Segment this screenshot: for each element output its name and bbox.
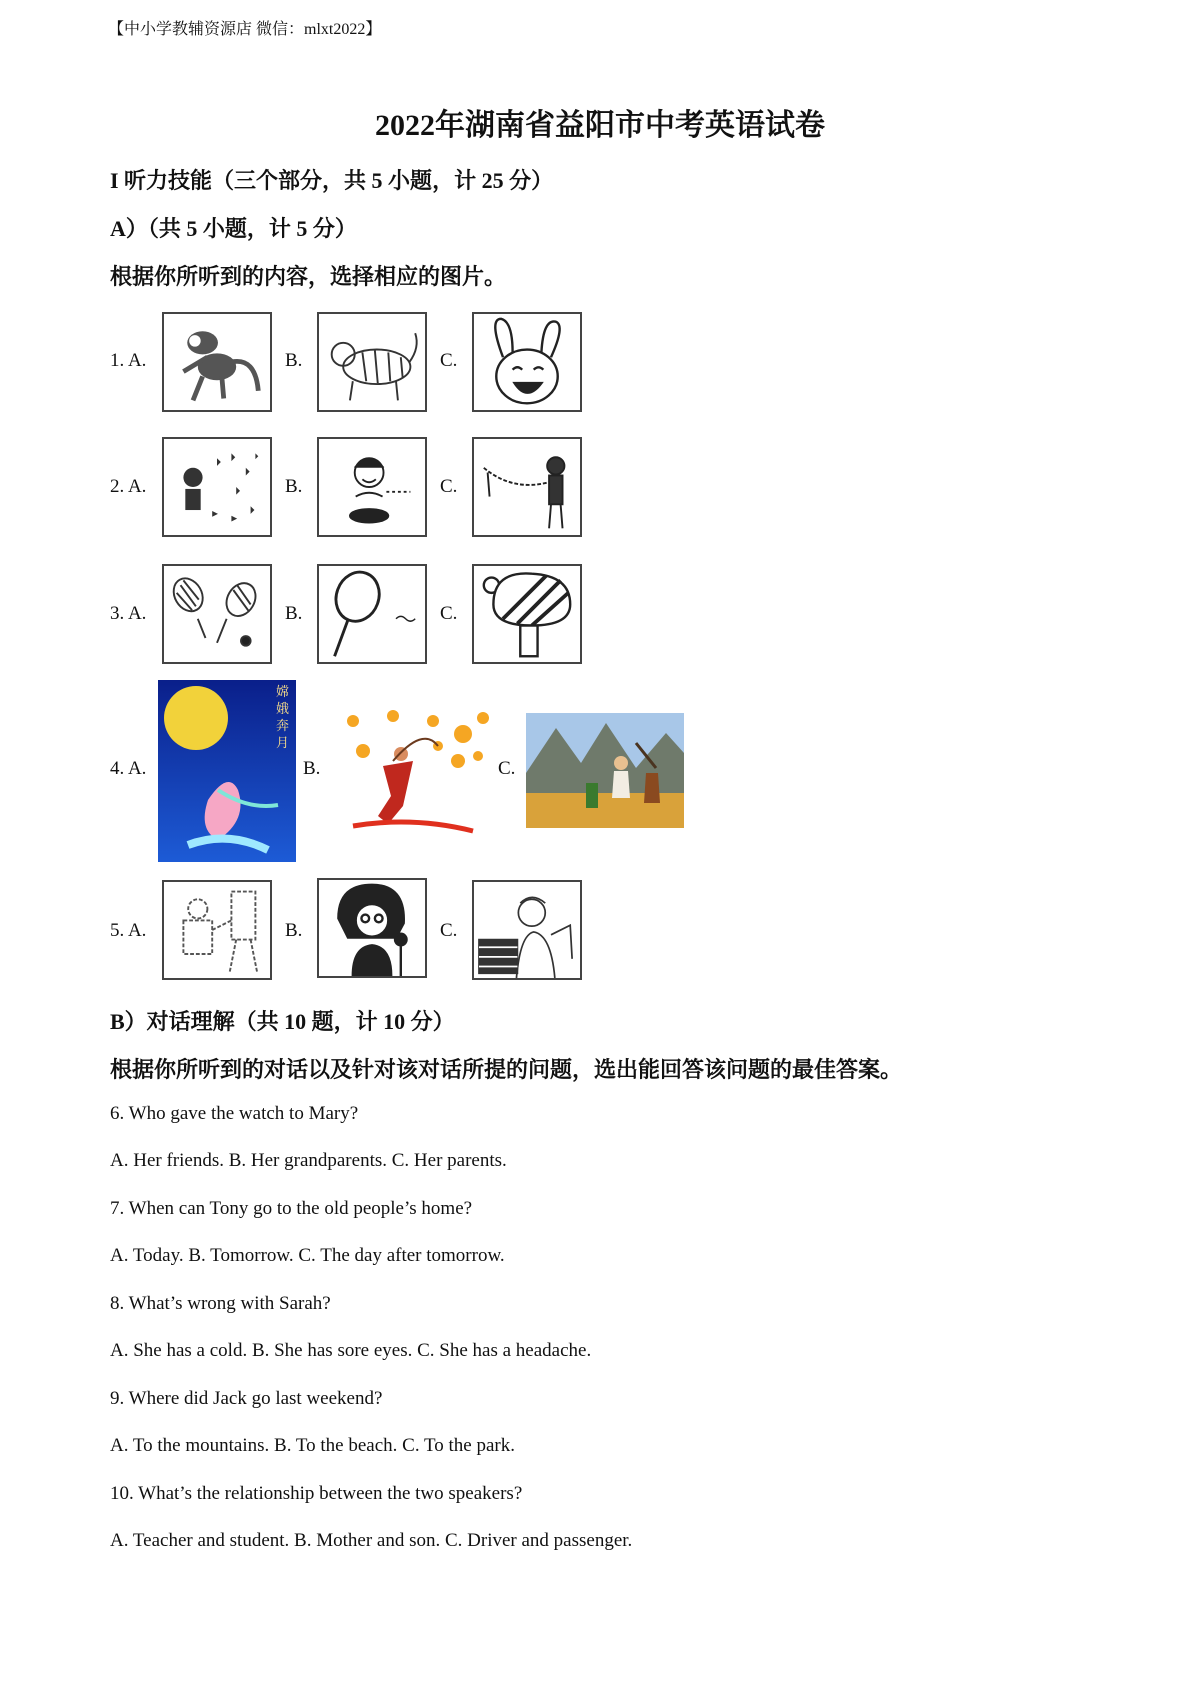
question-9: 9. Where did Jack go last weekend? xyxy=(110,1388,383,1409)
option-c-label: C. xyxy=(440,920,458,941)
option-b-label: B. xyxy=(303,758,321,779)
ping-pong-icon[interactable] xyxy=(472,564,582,664)
badminton-icon[interactable] xyxy=(162,564,272,664)
answer-options-6: A. Her friends. B. Her grandparents. C. Her parents. xyxy=(110,1150,507,1171)
answer-options-10: A. Teacher and student. B. Mother and son. C. Driver and passenger. xyxy=(110,1530,633,1551)
question-6: 6. Who gave the watch to Mary? xyxy=(110,1103,359,1124)
answer-options-8: A. She has a cold. B. She has sore eyes. C. She has a headache. xyxy=(110,1340,592,1361)
part-b-heading: B）对话理解（共 10 题，计 10 分） xyxy=(110,1009,455,1034)
option-c-label: C. xyxy=(440,350,458,371)
monkey-icon[interactable] xyxy=(162,312,272,412)
part-a-instruction: 根据你所听到的内容，选择相应的图片。 xyxy=(110,264,507,289)
question-number: 1. A. xyxy=(110,350,147,371)
calligraphy-text: 嫦娥奔月 xyxy=(276,685,290,751)
houyi-shoots-suns-image[interactable] xyxy=(333,706,493,838)
option-b-label: B. xyxy=(285,476,303,497)
reading-icon[interactable] xyxy=(472,880,582,980)
tennis-icon[interactable] xyxy=(317,564,427,664)
option-b-label: B. xyxy=(285,920,303,941)
question-number: 4. A. xyxy=(110,758,147,779)
yugong-moves-mountains-image[interactable] xyxy=(526,713,684,828)
change-flies-to-moon-image[interactable] xyxy=(158,680,296,862)
page-title: 2022年湖南省益阳市中考英语试卷 xyxy=(375,109,825,142)
question-number: 2. A. xyxy=(110,476,147,497)
boy-swimming-icon[interactable] xyxy=(317,437,427,537)
option-c-label: C. xyxy=(440,476,458,497)
question-number: 5. A. xyxy=(110,920,147,941)
option-c-label: C. xyxy=(498,758,516,779)
boy-leaves-icon[interactable] xyxy=(162,437,272,537)
option-b-label: B. xyxy=(285,350,303,371)
section-heading-listening: I 听力技能（三个部分，共 5 小题，计 25 分） xyxy=(110,168,554,193)
option-b-label: B. xyxy=(285,603,303,624)
singing-icon[interactable] xyxy=(317,878,427,978)
answer-options-9: A. To the mountains. B. To the beach. C. To the park. xyxy=(110,1435,515,1456)
header-note: 【中小学教辅资源店 微信：mlxt2022】 xyxy=(108,21,382,38)
question-number: 3. A. xyxy=(110,603,147,624)
rabbit-icon[interactable] xyxy=(472,312,582,412)
part-a-heading: A）（共 5 小题，计 5 分） xyxy=(110,216,357,241)
question-10: 10. What’s the relationship between the two speakers? xyxy=(110,1483,523,1504)
boy-kite-icon[interactable] xyxy=(472,437,582,537)
question-7: 7. When can Tony go to the old people’s home? xyxy=(110,1198,473,1219)
part-b-instruction: 根据你所听到的对话以及针对该对话所提的问题，选出能回答该问题的最佳答案。 xyxy=(110,1057,903,1082)
painting-icon[interactable] xyxy=(162,880,272,980)
question-8: 8. What’s wrong with Sarah? xyxy=(110,1293,331,1314)
tiger-icon[interactable] xyxy=(317,312,427,412)
answer-options-7: A. Today. B. Tomorrow. C. The day after tomorrow. xyxy=(110,1245,505,1266)
option-c-label: C. xyxy=(440,603,458,624)
